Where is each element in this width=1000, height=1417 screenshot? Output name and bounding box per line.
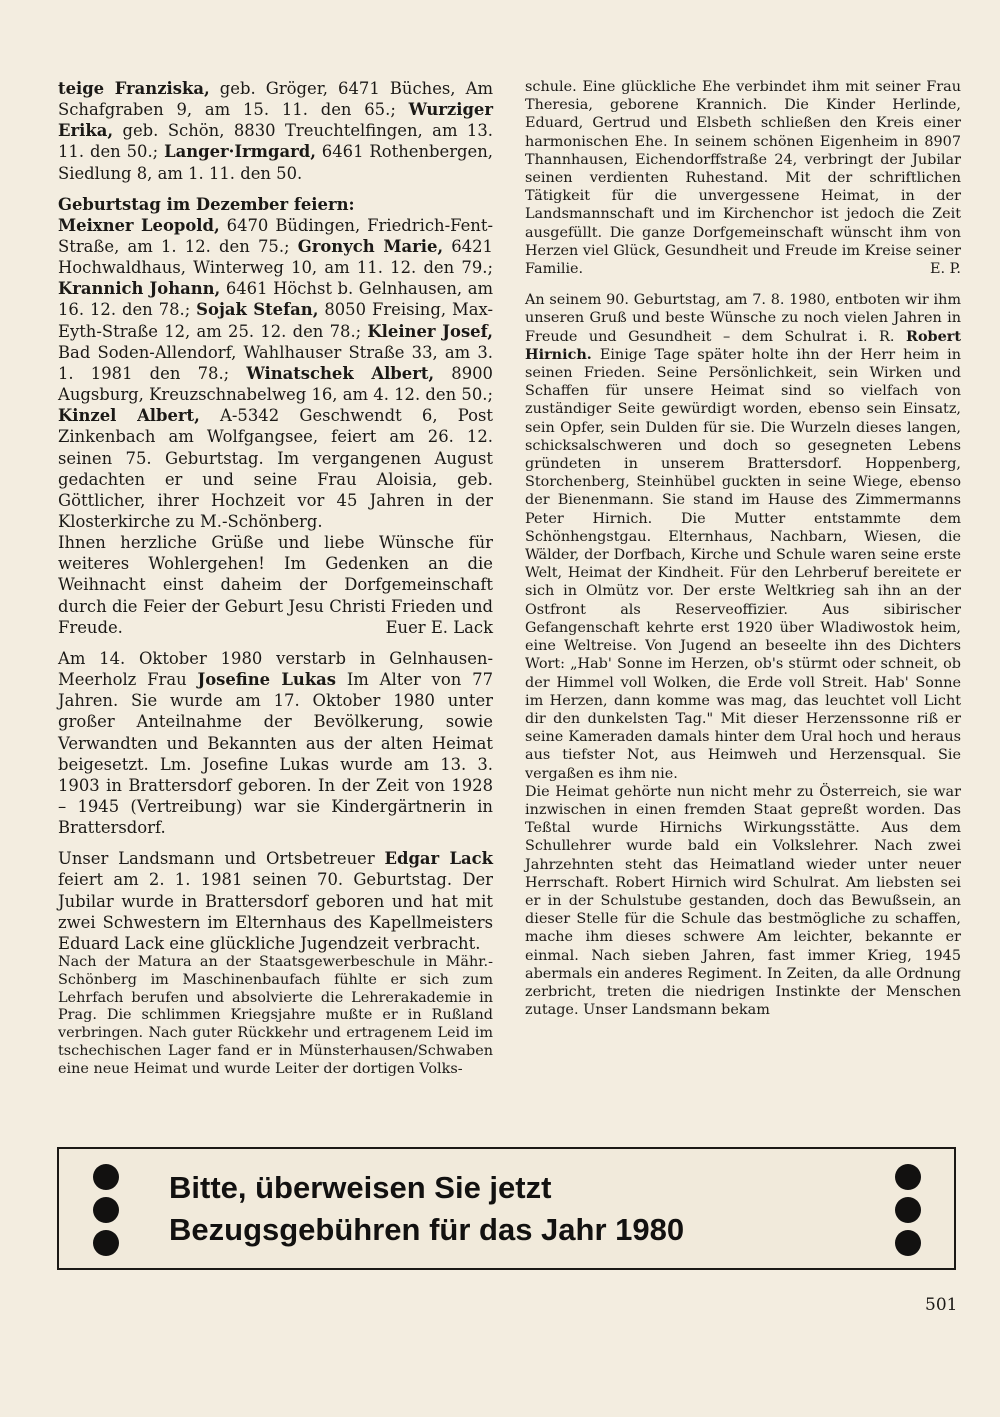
name: Wurziger Erika, [58,100,493,141]
entry-text: geb. Gröger, 6471 Büches, Am Schafgraben 9, am 15. 11. den 65.; [58,79,493,120]
dot-icon [895,1197,921,1223]
greeting-signature: Euer E. Lack [385,617,493,637]
entry-text: 6421 Hochwaldhaus, Winterweg 10, am 11. 12. den 79.; [58,236,493,278]
name: Josefine Lukas [197,670,337,690]
lack-signature: E. P. [930,261,961,278]
name: Edgar Lack [384,849,494,869]
entry-text: 6470 Büdingen, Friedrich-Fent-Straße, am 1. 12. den 75.; [58,215,493,256]
name: Gronych Marie, [297,236,444,256]
name: Kinzel Albert, [58,406,200,426]
name: teige Franziska, [58,79,210,98]
entry-text: 6461 Rothenbergen, Siedlung 8, am 1. 11. den 50. [58,142,493,183]
entry-text: 8900 Augsburg, Kreuzschnabelweg 16, am 4. 12. den 50.; [58,363,493,405]
name: Kleiner Josef, [367,321,493,341]
name: Winatschek Albert, [246,363,435,383]
birthday-lack-details: Nach der Matura an der Staatsgewerbeschule in Mähr.-Schönberg im Maschinenbaufach fühlte er sich zum Lehrfach berufen und absolvierte die Lehrerakademie in Prag. Die schlimmen Kriegsjahre mußte er in Rußland verbringen. Nach guter Rückkehr und ertragenem Leid im tschechischen Lager fand er in Münsterhausen/Schwaben eine neue Heimat und wurde Leiter der dortigen Volks- [58,954,493,1077]
bullet-dots-right [895,1164,923,1263]
banner-line-2: Bezugsgebühren für das Jahr 1980 [169,1212,685,1247]
name: Sojak Stefan, [196,300,319,320]
payment-reminder-banner [57,1147,956,1270]
name: Robert Hirnich. [525,327,961,363]
entry-text: Bad Soden-Allendorf, Wahlhauser Straße 33, am 3. 1. 1981 den 78.; [58,342,493,383]
birthday-lack-continued: schule. Eine glückliche Ehe verbindet ihm mit seiner Frau Theresia, geborene Krannich. Die Kinder Herlinde, Eduard, Gertrud und Elsbeth schließen den Kreis einer harmonischen Ehe. In seinem schönen Eigenheim in 8907 Thannhausen, Eichendorffstraße 24, verbringt der Jubilar seinen verdienten Ruhestand. Mit der schriftlichen Tätigkeit für die unvergessene Heimat, in der Landsmannschaft und im Kirchenchor ist jedoch die Zeit ausgefüllt. Die ganze Dorfgemeinschaft wünscht ihm von Herzen viel Glück, Gesundheit und Freude im Kreise seiner Familie. E. P. [525,79,961,278]
dot-icon [93,1230,119,1256]
birthday-list-december [58,215,493,532]
entry-text: A-5342 Geschwendt 6, Post Zinkenbach am Wolfgangsee, feiert am 26. 12. seinen 75. Geburtstag. Im vergangenen August gedachten er und seine Frau Aloisia, geb. Göttlicher, ihrer Hochzeit vor 45 Jahren in der Klosterkirche zu M.-Schönberg. [58,406,493,531]
dot-icon [895,1230,921,1256]
dot-icon [93,1164,119,1190]
greeting-paragraph: Ihnen herzliche Grüße und liebe Wünsche für weiteres Wohlergehen! Im Gedenken an die Weihnacht einst daheim der Dorfgemeinschaft durch die Feier der Geburt Jesu Christi Frieden und Freude. Euer E. Lack [58,533,493,637]
dot-icon [895,1164,921,1190]
obituary-hirnich: An seinem 90. Geburtstag, am 7. 8. 1980, entboten wir ihm unseren Gruß und beste Wünsche zu noch vielen Jahren in Freude und Gesundheit – dem Schulrat i. R. Robert Hirnich. Einige Tage später holte ihn der Herr heim in seinen Frieden. Seine Persönlichkeit, sein Wirken und Schaffen für unsere Heimat sind so vielfach von zuständiger Seite gewürdigt worden, ebenso sein Einsatz, sein Opfer, sein Dulden für sie. Die Wurzeln dieses langen, schicksalschweren und doch so gesegneten Lebens gründeten in unserem Brattersdorf. Hoppenberg, Storchenberg, Steinhübel guckten in seine Wiege, ebenso der Bienenmann. Sie stand im Hause des Zimmermanns Peter Hirnich. Die Mutter entstammte dem Schönhengstgau. Elternhaus, Nachbarn, Wiesen, die Wälder, der Dorfbach, Kirche und Schule waren seine erste Welt, Heimat der Kindheit. Für den Lehrberuf bereitete er sich in Olmütz vor. Der erste Weltkrieg sah ihn an der Ostfront als Reserveoffizier. Aus sibirischer Gefangenschaft kehrte erst 1920 über Wladiwostok heim, eine Weltreise. Von Jugend an beseelte ihn des Dichters Wort: „Hab' Sonne im Herzen, ob's stürmt oder schneit, ob der Himmel voll Wolken, die Erde voll Streit. Hab' Sonne im Herzen, dann komme was mag, das leuchtet voll Licht dir den dunkelsten Tag." Mit dieser Herzenssonne riß er seine Kameraden damals hinter dem Ural hoch und heraus aus tiefster Not, aus Heimweh und Herzensqual. Sie vergaßen es ihm nie. [525,292,961,782]
page-number: 501 [925,1295,958,1315]
bullet-dots-left [93,1164,121,1263]
entry-text: geb. Schön, 8830 Treuchtelfingen, am 13. 11. den 50.; [58,121,493,162]
obituary-hirnich-continued: Die Heimat gehörte nun nicht mehr zu Österreich, sie war inzwischen in einen fremden Staat gepreßt worden. Das Teßtal wurde Hirnichs Wirkungsstätte. Aus dem Schullehrer wurde bald ein Volkslehrer. Nach zwei Jahrzehnten steht das Heimatland wieder unter neuer Herrschaft. Robert Hirnich wird Schulrat. Am liebsten sei er in der Schulstube gestanden, doch das Bewußsein, an dieser Stelle für die Schule das bestmögliche zu schaffen, mache ihm dieses schwere Am leichter, bekannte er einmal. Nach sieben Jahren, fast immer Krieg, 1945 abermals ein anderes Regiment. In Zeiten, da alle Ordnung zerbricht, treten die niedrigen Instinkte der Menschen zutage. Unser Landsmann bekam [525,783,961,1019]
entry-text: 8050 Freising, Max-Eyth-Straße 12, am 25. 12. den 78.; [58,300,493,341]
left-column [58,78,493,1079]
section-heading: Geburtstag im Dezember feiern: [58,194,355,214]
dot-icon [93,1197,119,1223]
entry-text: 6461 Höchst b. Gelnhausen, am 16. 12. den 78.; [58,279,494,320]
right-column [525,78,961,1019]
obituary-lukas: Am 14. Oktober 1980 verstarb in Gelnhausen-Meerholz Frau Josefine Lukas Im Alter von 77 Jahren. Sie wurde am 17. Oktober 1980 unter großer Anteilnahme der Bevölkerung, sowie Verwandten und Bekannten aus der alten Heimat beigesetzt. Lm. Josefine Lukas wurde am 13. 3. 1903 in Brattersdorf geboren. In der Zeit von 1928 – 1945 (Vertreibung) war sie Kindergärtnerin in Brattersdorf. [58,648,493,838]
banner-text [169,1167,684,1251]
banner-line-1: Bitte, überweisen Sie jetzt [169,1170,552,1205]
birthday-list-november [58,78,493,184]
name: Krannich Johann, [58,279,221,299]
name: Meixner Leopold, [58,215,220,235]
name: Langer·Irmgard, [164,142,316,162]
birthday-lack: Unser Landsmann und Ortsbetreuer Edgar Lack feiert am 2. 1. 1981 seinen 70. Geburtstag. Der Jubilar wurde in Brattersdorf geboren und hat mit zwei Schwestern im Elternhaus des Kapellmeisters Eduard Lack eine glückliche Jugendzeit verbracht. [58,849,494,953]
